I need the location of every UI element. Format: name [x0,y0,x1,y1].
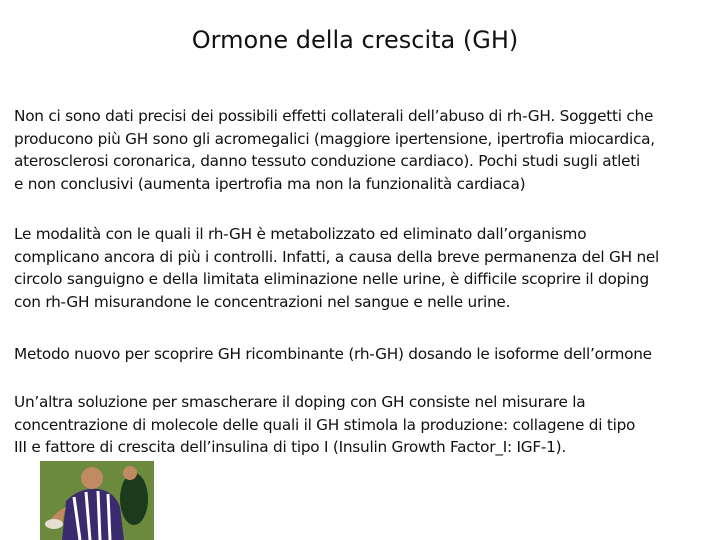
paragraph-line: Metodo nuovo per scoprire GH ricombinante (rh-GH) dosando le isoforme dell’ormone [14,345,652,363]
player-head [81,467,103,489]
paragraph-line: producono più GH sono gli acromegalici (maggiore ipertensione, ipertrofia miocardica, [14,129,655,148]
paragraph-line: concentrazione di molecole delle quali il GH stimola la produzione: collagene di tipo [14,415,636,434]
paragraph-new-method [14,343,720,366]
rugby-player-photo [40,461,154,540]
slide-title: Ormone della crescita (GH) [191,26,519,54]
paragraph-line: con rh-GH misurandone le concentrazioni nel sangue e nelle urine. [14,292,511,311]
paragraph-line: Un’altra soluzione per smascherare il doping con GH consiste nel misurare la [14,393,586,411]
paragraph-line: complicano ancora di più i controlli. Infatti, a causa della breve permanenza del GH nel [14,247,660,266]
paragraph-metabolism [14,223,720,313]
paragraph-line: Le modalità con le quali il rh-GH è metabolizzato ed eliminato dall’organismo [14,225,587,243]
paragraph-line: aterosclerosi coronarica, danno tessuto conduzione cardiaco). Pochi studi sugli atleti [14,152,641,170]
paragraph-line: III e fattore di crescita dell’insulina di tipo I (Insulin Growth Factor_I: IGF-1). [14,438,566,456]
rugby-ball [45,519,63,529]
opponent-head [123,466,137,480]
rugby-player-illustration [40,461,154,540]
paragraph-line: circolo sanguigno e della limitata eliminazione nelle urine, è difficile scoprire il doping [14,270,649,288]
opponent-figure [120,473,148,525]
paragraph-line: Non ci sono dati precisi dei possibili effetti collaterali dell’abuso di rh-GH. Soggetti che [14,107,654,125]
paragraph-line: e non conclusivi (aumenta ipertrofia ma non la funzionalità cardiaca) [14,174,526,193]
paragraph-other-solution [14,391,720,459]
paragraph-side-effects [14,105,720,195]
